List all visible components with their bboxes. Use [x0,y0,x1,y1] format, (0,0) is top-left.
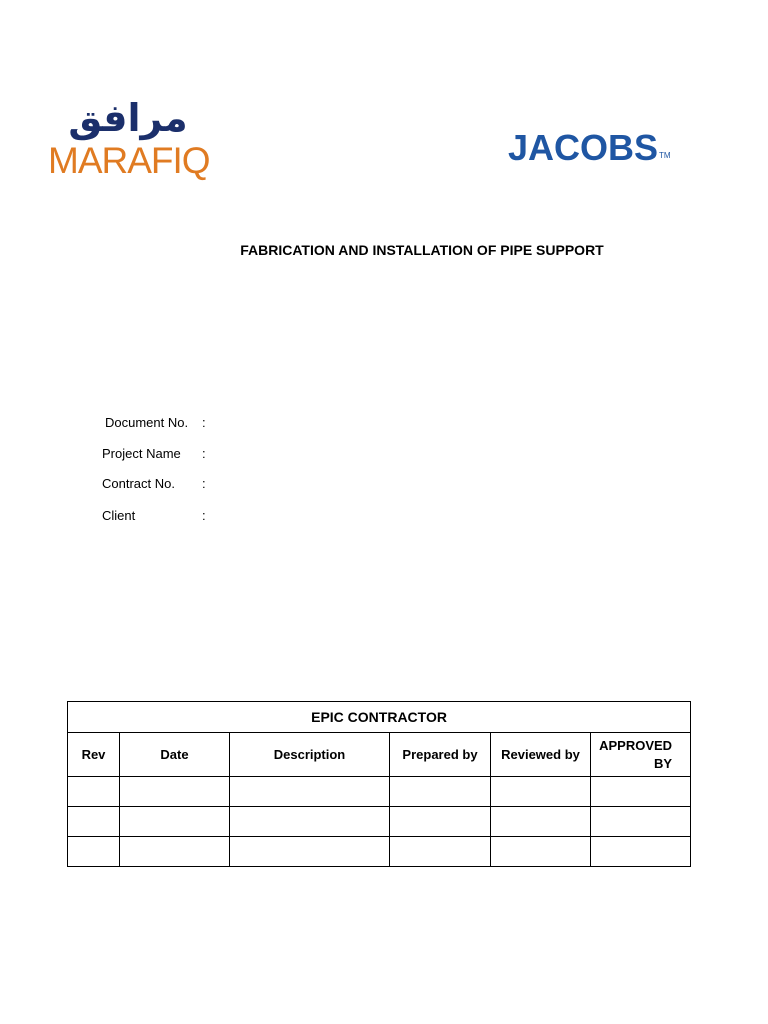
field-project-name [102,446,206,464]
table-cell [591,777,691,807]
table-cell [591,837,691,867]
field-client [102,508,206,526]
field-contract-no [102,476,206,494]
marafiq-logo [48,96,208,188]
table-cell [120,807,230,837]
table-caption-row [68,702,691,733]
table-cell [390,777,491,807]
table-cell [230,807,390,837]
table-cell [68,807,120,837]
table-cell [491,777,591,807]
revision-table [67,701,691,867]
table-cell [491,837,591,867]
field-document-no [105,415,205,433]
table-caption: EPIC CONTRACTOR [68,702,691,733]
jacobs-logo [508,126,671,170]
table-cell [68,777,120,807]
table-row [68,837,691,867]
marafiq-logo-latin: MARAFIQ [48,140,210,181]
field-label: Contract No. [102,476,175,491]
header-description: Description [230,733,390,777]
field-label: Document No. [105,415,189,430]
field-colon: : [202,476,206,491]
table-cell [120,837,230,867]
table-cell [68,837,120,867]
header-reviewed-by: Reviewed by [491,733,591,777]
document-title: FABRICATION AND INSTALLATION OF PIPE SUPPORT [240,242,604,258]
table-row [68,807,691,837]
table-cell [230,837,390,867]
table-row [68,777,691,807]
header-date: Date [120,733,230,777]
table-cell [230,777,390,807]
table-header-row [68,733,691,777]
table-cell [390,807,491,837]
header-rev: Rev [68,733,120,777]
field-label: Project Name [102,446,181,461]
table-cell [491,807,591,837]
header-approved-by: APPROVED BY [591,733,691,777]
jacobs-trademark: TM [659,151,671,160]
jacobs-logo-text: JACOBS [508,127,659,168]
field-colon: : [202,508,206,523]
field-label: Client [102,508,136,523]
table-cell [390,837,491,867]
header-prepared-by: Prepared by [390,733,491,777]
table-cell [591,807,691,837]
field-colon: : [202,446,206,461]
table-cell [120,777,230,807]
marafiq-logo-arabic: مرافق [68,96,188,140]
field-colon: : [202,415,206,430]
